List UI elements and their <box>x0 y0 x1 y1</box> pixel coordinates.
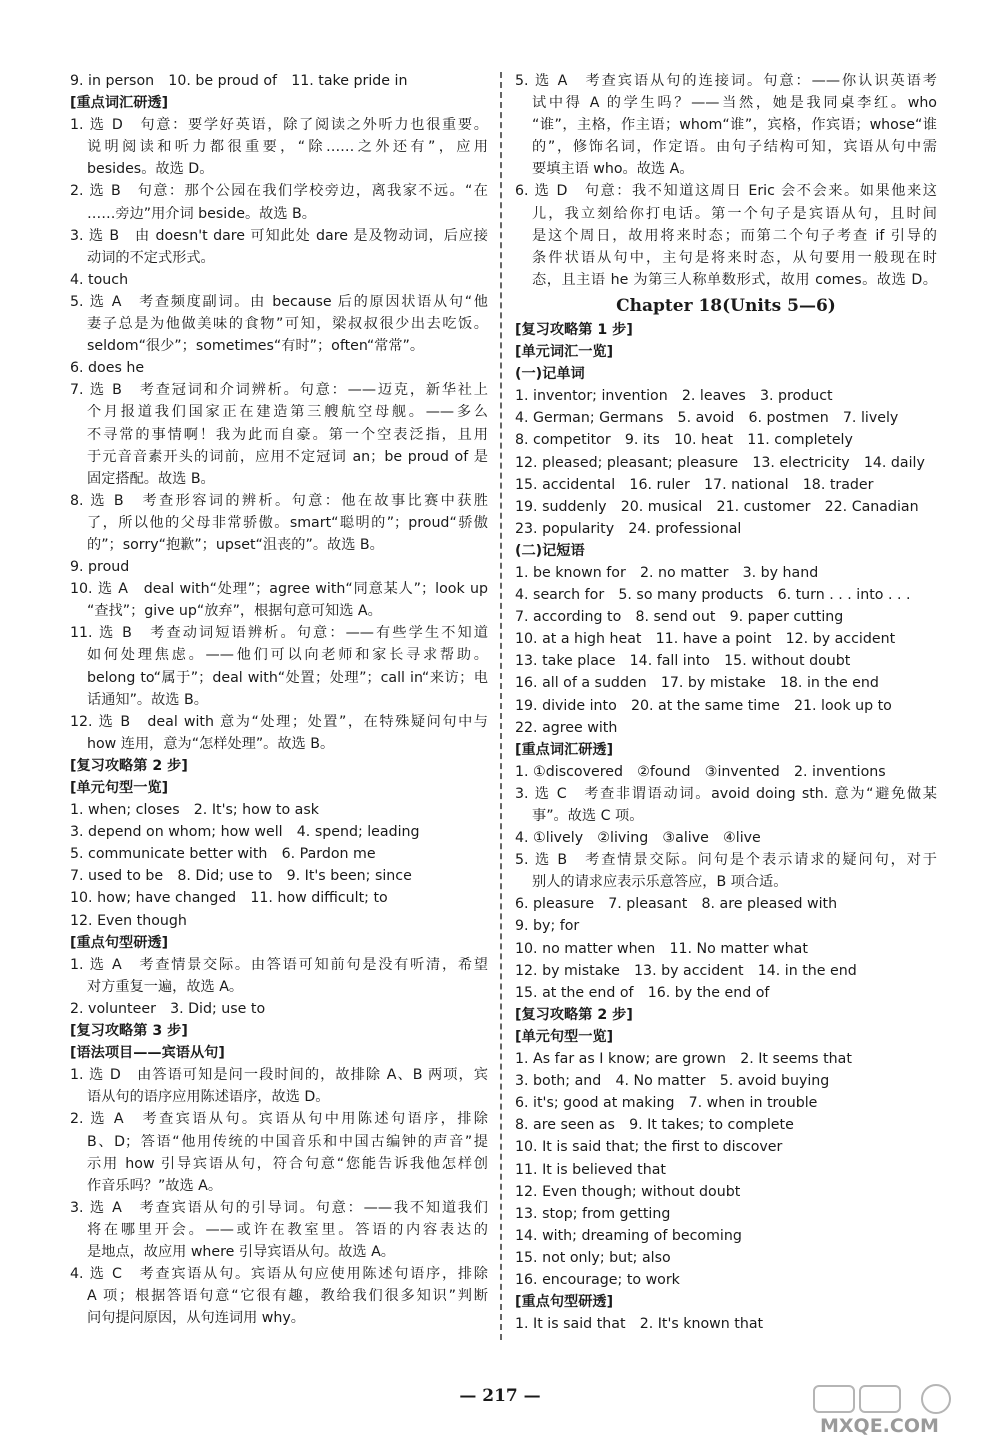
section-label: [复习攻略第 1 步] <box>515 321 633 338</box>
page-number: — 217 — <box>459 1386 541 1406</box>
answer-line: 的”；sorry“抱歉”；upset“沮丧的”。故选 B。 <box>87 536 384 553</box>
answer-line: 8. are seen as 9. It takes; to complete <box>515 1117 794 1134</box>
answer-line: 12. 选 B deal with 意为“处理；处置”，在特殊疑问句中与 <box>70 713 488 730</box>
answer-line: 19. suddenly 20. musical 21. customer 22. Canadian <box>515 498 919 515</box>
answer-line: 15. not only; but; also <box>515 1249 671 1266</box>
answer-line: 10. It is said that; the first to discover <box>515 1139 783 1156</box>
answer-line: 如何处理焦虑。——他们可以向老师和家长寻求帮助。 <box>87 647 488 664</box>
answer-line: 3. 选 B 由 doesn't dare 可知此处 dare 是及物动词，后应接 <box>70 227 488 244</box>
answer-line: 6. 选 D 句意：我不知道这周日 Eric 会不会来。如果他来这 <box>515 183 937 200</box>
answer-line: 4. ①lively ②living ③alive ④live <box>515 830 761 847</box>
answer-line: 14. with; dreaming of becoming <box>515 1227 742 1244</box>
left-column <box>70 70 488 1329</box>
answer-line: 儿，我立刻给你打电话。第一个句子是宾语从句，且时间 <box>532 205 937 222</box>
answer-line: 12. Even though; without doubt <box>515 1183 741 1200</box>
answer-line: 3. 选 A 考查宾语从句的引导词。句意：——我不知道我们 <box>70 1199 488 1216</box>
section-label: [重点词汇研透] <box>515 741 614 758</box>
answer-line: 语从句的语序应用陈述语序，故选 D。 <box>87 1089 330 1106</box>
answer-line: 对方重复一遍，故选 A。 <box>87 978 244 995</box>
answer-line: 16. encourage; to work <box>515 1271 680 1288</box>
answer-line: 12. Even though <box>70 912 187 929</box>
section-label: [复习攻略第 3 步] <box>70 1023 188 1040</box>
answer-line: 动词的不定式形式。 <box>87 249 215 266</box>
answer-line: 9. by; for <box>515 918 580 935</box>
answer-line: 要填主语 who。故选 A。 <box>532 161 694 178</box>
section-label: [单元句型一览] <box>70 780 169 796</box>
answer-line: 说明阅读和听力都很重要，“除……之外还有”，应用 <box>87 139 488 156</box>
answer-line: “查找”；give up“放弃”，根据句意可知选 A。 <box>87 603 382 620</box>
answer-line: 9. proud <box>70 559 130 576</box>
answer-line: 10. how; have changed 11. how difficult; to <box>70 890 388 907</box>
answer-line: 是这个周日，故用将来时态；而第二个句子考查 if 引导的 <box>532 227 937 244</box>
section-label: [语法项目——宾语从句] <box>70 1045 225 1062</box>
answer-line: “谁”，主格，作主语；whom“谁”，宾格，作宾语；whose“谁 <box>532 117 937 134</box>
answer-line: 4. search for 5. so many products 6. turn . . . into . . . <box>515 587 911 604</box>
answer-line: 1. 选 D 由答语可知是问一段时间的，故排除 A、B 两项，宾 <box>70 1067 488 1084</box>
answer-line: 7. used to be 8. Did; use to 9. It's been; since <box>70 868 412 885</box>
section-label: [单元句型一览] <box>515 1028 614 1045</box>
answer-line: 条件状语从句中，主句是将来时态，从句要用一般现在时 <box>532 249 937 266</box>
answer-line: 23. popularity 24. professional <box>515 520 742 537</box>
section-label: [复习攻略第 2 步] <box>515 1006 633 1023</box>
answer-line: 1. 选 A 考查情景交际。由答语可知前句是没有听清，希望 <box>70 956 488 973</box>
answer-line: B、D；答语“他用传统的中国音乐和中国古编钟的声音”提 <box>87 1133 488 1150</box>
answer-line: 1. As far as I know; are grown 2. It seems that <box>515 1051 852 1068</box>
section-label: [重点句型研透] <box>70 934 169 951</box>
answer-line: 3. depend on whom; how well 4. spend; leading <box>70 824 420 841</box>
answer-line: 12. by mistake 13. by accident 14. in the end <box>515 962 857 979</box>
answer-line: 了，所以他的父母非常骄傲。smart“聪明的”；proud“骄傲 <box>87 514 488 531</box>
section-label: (一)记单词 <box>515 366 585 383</box>
answer-line: 5. 选 A 考查宾语从句的连接词。句意：——你认识英语考 <box>515 73 937 89</box>
answer-line: 8. competitor 9. its 10. heat 11. completely <box>515 432 853 449</box>
answer-line: 示用 how 引导宾语从句，符合句意“您能告诉我他怎样创 <box>87 1155 488 1172</box>
answer-line: 1. be known for 2. no matter 3. by hand <box>515 564 819 581</box>
column-divider <box>500 72 502 1340</box>
answer-line: 作音乐吗？”故选 A。 <box>87 1177 223 1194</box>
answer-line: A 项；根据答语句意“它很有趣，教给我们很多知识”判断 <box>87 1288 488 1305</box>
answer-line: 4. German; Germans 5. avoid 6. postmen 7. lively <box>515 410 899 427</box>
answer-line: 7. according to 8. send out 9. paper cutting <box>515 609 844 626</box>
answer-line: 1. when; closes 2. It's; how to ask <box>70 802 319 819</box>
answer-line: seldom“很少”；sometimes“有时”；often“常常”。 <box>87 338 425 355</box>
answer-line: 不寻常的事情啊！我为此而自豪。第一个空表泛指，且用 <box>87 426 488 443</box>
answer-line: 6. it's; good at making 7. when in trouble <box>515 1095 818 1112</box>
section-label: [重点句型研透] <box>515 1294 614 1311</box>
answer-line: 4. touch <box>70 271 129 288</box>
answer-line: 的”，修饰名词，作定语。由句子结构可知，宾语从句中需 <box>532 139 937 156</box>
section-label: (二)记短语 <box>515 542 585 559</box>
answer-line: 别人的请求应表示乐意答应，B 项合适。 <box>532 874 788 891</box>
answer-line: 妻子总是为他做美味的食物”可知，梁叔叔很少出去吃饭。 <box>87 316 488 333</box>
answer-line: 22. agree with <box>515 719 618 736</box>
answer-line: 6. pleasure 7. pleasant 8. are pleased with <box>515 896 838 913</box>
answer-line: 11. 选 B 考查动词短语辨析。句意：——有些学生不知道 <box>70 625 488 642</box>
answer-line: 13. stop; from getting <box>515 1205 671 1222</box>
watermark-text: MXQE.COM <box>820 1415 939 1437</box>
section-label: [复习攻略第 2 步] <box>70 757 188 774</box>
answer-line: 事”。故选 C 项。 <box>532 808 644 824</box>
answer-line: 3. both; and 4. No matter 5. avoid buying <box>515 1073 830 1090</box>
answer-line: 8. 选 B 考查形容词的辨析。句意：他在故事比赛中获胜 <box>70 492 488 509</box>
answer-line: 2. 选 A 考查宾语从句。宾语从句中用陈述句语序，排除 <box>70 1111 488 1128</box>
answer-line: 5. communicate better with 6. Pardon me <box>70 846 376 863</box>
answer-line: 话通知”。故选 B。 <box>87 691 208 708</box>
answer-line: 6. does he <box>70 360 145 377</box>
answer-line: 2. 选 B 句意：那个公园在我们学校旁边，离我家不远。“在 <box>70 183 488 200</box>
answer-line: 2. volunteer 3. Did; use to <box>70 1000 266 1017</box>
watermark-logo <box>808 1382 990 1438</box>
answer-line: 15. at the end of 16. by the end of <box>515 984 770 1001</box>
answer-line: 10. no matter when 11. No matter what <box>515 940 808 957</box>
answer-line: 7. 选 B 考查冠词和介词辨析。句意：——迈克，新华社上 <box>70 382 488 399</box>
answer-line: 是地点，故应用 where 引导宾语从句。故选 A。 <box>87 1243 395 1260</box>
answer-line: 12. pleased; pleasant; pleasure 13. electricity 14. daily <box>515 454 925 471</box>
answer-line: besides。故选 D。 <box>87 161 214 178</box>
answer-line: 11. It is believed that <box>515 1161 666 1178</box>
answer-line: 1. inventor; invention 2. leaves 3. product <box>515 388 833 405</box>
answer-line: 个月报道我们国家正在建造第三艘航空母舰。——多么 <box>87 404 488 421</box>
answer-line: 于元音音素开头的词前，应用不定冠词 an；be proud of 是 <box>87 448 488 465</box>
answer-line: ……旁边”用介词 beside。故选 B。 <box>87 205 316 222</box>
answer-line: 4. 选 C 考查宾语从句。宾语从句应使用陈述句语序，排除 <box>70 1266 488 1283</box>
answer-line: 5. 选 A 考查频度副词。由 because 后的原因状语从句“他 <box>70 293 488 310</box>
answer-line: 问句提问原因，从句连词用 why。 <box>87 1310 305 1327</box>
right-column <box>515 70 937 1335</box>
answer-line: 试中得 A 的学生吗？——当然，她是我同桌李红。who <box>532 95 937 112</box>
answer-line: how 连用，意为“怎样处理”。故选 B。 <box>87 735 335 752</box>
section-label: [单元词汇一览] <box>515 344 614 361</box>
answer-line: 固定搭配。故选 B。 <box>87 470 215 487</box>
answer-line: 15. accidental 16. ruler 17. national 18. trader <box>515 476 874 493</box>
answer-line: 态，且主语 he 为第三人称单数形式，故用 comes。故选 D。 <box>532 271 937 288</box>
answer-line: 9. in person 10. be proud of 11. take pride in <box>70 73 408 89</box>
answer-line: 1. It is said that 2. It's known that <box>515 1316 764 1333</box>
answer-line: 5. 选 B 考查情景交际。问句是个表示请求的疑问句，对于 <box>515 852 937 869</box>
section-label: [重点词汇研透] <box>70 95 169 112</box>
answer-line: 将在哪里开会。——或许在教室里。答语的内容表达的 <box>87 1221 488 1238</box>
answer-line: belong to“属于”；deal with“处置；处理”；call in“来访；电 <box>87 669 488 686</box>
answer-line: 1. ①discovered ②found ③invented 2. inventions <box>515 763 886 780</box>
answer-line: 10. 选 A deal with“处理”；agree with“同意某人”；look up <box>70 581 488 598</box>
answer-line: 13. take place 14. fall into 15. without doubt <box>515 653 851 670</box>
answer-line: 10. at a high heat 11. have a point 12. by accident <box>515 631 896 648</box>
answer-line: 3. 选 C 考查非谓语动词。avoid doing sth. 意为“避免做某 <box>515 785 937 802</box>
answer-line: 16. all of a sudden 17. by mistake 18. in the end <box>515 675 879 692</box>
answer-line: 19. divide into 20. at the same time 21. look up to <box>515 697 892 714</box>
answer-line: 1. 选 D 句意：要学好英语，除了阅读之外听力也很重要。 <box>70 117 488 134</box>
chapter-heading: Chapter 18(Units 5—6) <box>616 295 836 316</box>
